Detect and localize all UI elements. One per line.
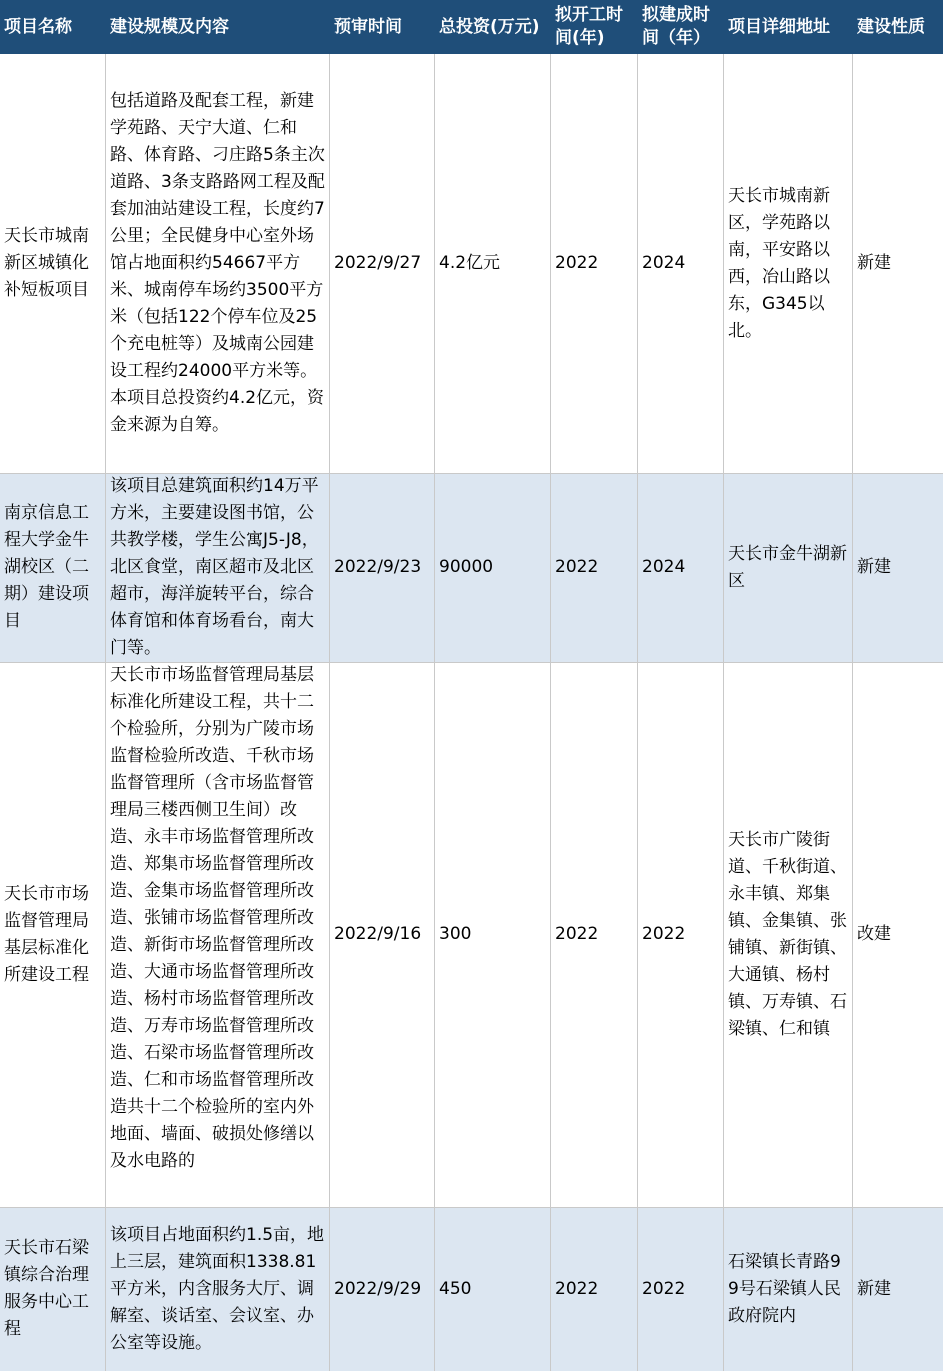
cell-address: 天长市广陵街道、千秋街道、永丰镇、郑集镇、金集镇、张铺镇、新街镇、大通镇、杨村镇、万寿镇、石梁镇、仁和镇 (728, 829, 847, 1039)
row-divider (0, 662, 943, 663)
table-row (0, 54, 943, 473)
cell-start-year: 2022 (555, 253, 599, 273)
row-divider (0, 473, 943, 474)
column-divider (723, 54, 724, 1371)
header-nature: 建设性质 (857, 16, 925, 37)
column-divider (550, 54, 551, 1371)
column-divider (434, 54, 435, 1371)
cell-review-date: 2022/9/29 (334, 1278, 422, 1299)
cell-end-year: 2024 (642, 557, 686, 577)
cell-review-date: 2022/9/23 (334, 557, 422, 577)
column-divider (852, 54, 853, 1371)
cell-project-name: 天长市城南新区城镇化补短板项目 (4, 226, 89, 300)
table-row (0, 473, 943, 662)
cell-start-year: 2022 (555, 1278, 599, 1299)
cell-address: 天长市城南新区，学苑路以南，平安路以西，冶山路以东，G345以北。 (728, 185, 830, 341)
cell-project-name: 天长市市场监督管理局基层标准化所建设工程 (4, 883, 89, 985)
table-row (0, 662, 943, 1207)
header-end-year: 拟建成时间（年） (642, 5, 710, 48)
column-divider (329, 54, 330, 1371)
cell-nature: 新建 (857, 253, 891, 273)
cell-project-name: 天长市石梁镇综合治理服务中心工程 (4, 1238, 89, 1339)
header-start-year: 拟开工时间(年) (555, 5, 623, 48)
cell-investment: 4.2亿元 (439, 253, 501, 273)
row-divider (0, 1207, 943, 1208)
cell-address: 石梁镇长青路99号石梁镇人民政府院内 (728, 1251, 841, 1326)
cell-start-year: 2022 (555, 924, 599, 944)
header-address: 项目详细地址 (728, 16, 830, 37)
table-header (0, 0, 943, 54)
cell-scale: 天长市市场监督管理局基层标准化所建设工程，共十二个检验所，分别为广陵市场监督检验所改造、千秋市场监督管理所（含市场监督管理局三楼西侧卫生间）改造、永丰市场监督管理所改造、郑集市场监督管理所改造、金集市场监督管理所改造、张铺市场监督管理所改造、新街市场监督管理所改造、大通市场监督管理所改造、杨村市场监督管理所改造、万寿市场监督管理所改造、石梁市场监督管理所改造、仁和市场监督管理所改造共十二个检验所的室内外地面、墙面、破损处修缮以及水电路的 (110, 665, 314, 1171)
cell-address: 天长市金牛湖新区 (728, 543, 847, 591)
header-review-date: 预审时间 (334, 16, 402, 37)
cell-nature: 改建 (857, 924, 891, 944)
cell-end-year: 2024 (642, 253, 686, 273)
cell-start-year: 2022 (555, 557, 599, 577)
cell-end-year: 2022 (642, 924, 686, 944)
cell-nature: 新建 (857, 1278, 891, 1299)
cell-scale: 该项目占地面积约1.5亩，地上三层，建筑面积1338.81平方米，内含服务大厅、调解室、谈话室、会议室、办公室等设施。 (110, 1224, 325, 1353)
cell-investment: 90000 (439, 557, 494, 577)
cell-investment: 300 (439, 924, 472, 944)
cell-end-year: 2022 (642, 1278, 686, 1299)
header-investment: 总投资(万元) (439, 16, 540, 37)
cell-scale: 该项目总建筑面积约14万平方米，主要建设图书馆，公共教学楼，学生公寓J5-J8，北区食堂，南区超市及北区超市，海洋旋转平台，综合体育馆和体育场看台，南大门等。 (110, 476, 319, 658)
column-divider (637, 54, 638, 1371)
table-row (0, 1207, 943, 1371)
cell-review-date: 2022/9/16 (334, 924, 422, 944)
cell-scale: 包括道路及配套工程，新建学苑路、天宁大道、仁和路、体育路、刁庄路5条主次道路、3条支路路网工程及配套加油站建设工程，长度约7公里；全民健身中心室外场馆占地面积约54667平方米、城南停车场约3500平方米（包括122个停车位及25个充电桩等）及城南公园建设工程约24000平方米等。本项目总投资约4.2亿元，资金来源为自筹。 (110, 91, 325, 435)
header-project-name: 项目名称 (4, 16, 72, 37)
cell-investment: 450 (439, 1278, 472, 1299)
column-divider (105, 54, 106, 1371)
cell-review-date: 2022/9/27 (334, 253, 422, 273)
cell-nature: 新建 (857, 557, 891, 577)
header-scale: 建设规模及内容 (110, 16, 229, 37)
cell-project-name: 南京信息工程大学金牛湖校区（二期）建设项目 (4, 503, 89, 631)
